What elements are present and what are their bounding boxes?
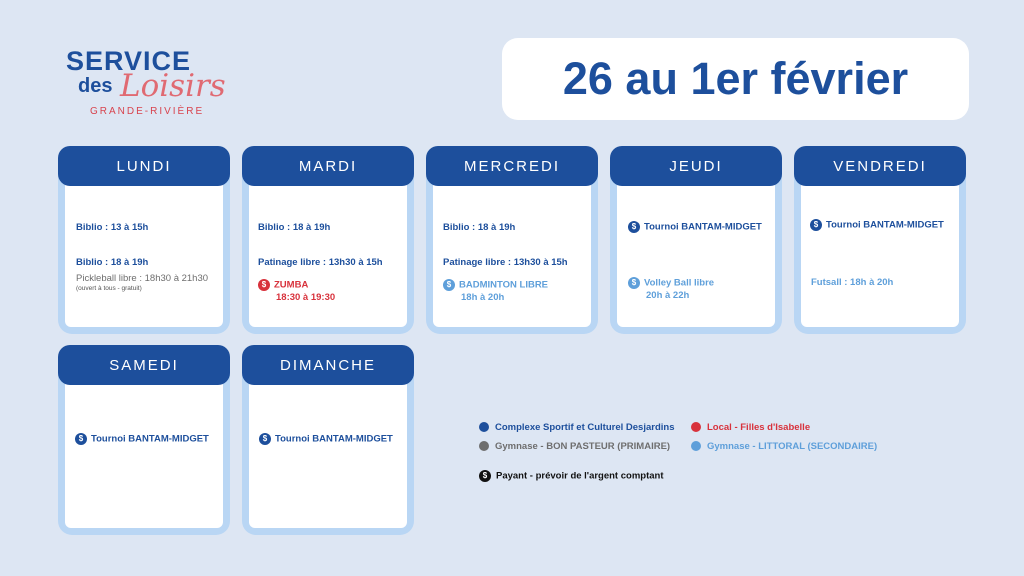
event-tournoi <box>810 219 944 231</box>
event-volleyball-time: 20h à 22h <box>646 290 690 301</box>
day-header-mardi: MARDI <box>242 146 414 186</box>
card-body <box>433 166 591 327</box>
event-biblio: Biblio : 18 à 19h <box>258 222 331 233</box>
card-body <box>801 166 959 327</box>
paid-icon: $ <box>479 470 491 482</box>
day-header-samedi: SAMEDI <box>58 345 230 385</box>
paid-icon: $ <box>628 277 640 289</box>
card-body <box>617 166 775 327</box>
event-badminton <box>443 279 548 291</box>
day-card-mardi <box>242 146 414 334</box>
event-tournoi <box>75 433 209 445</box>
card-body <box>249 166 407 327</box>
legend-dot-gray <box>479 441 489 451</box>
logo-service: SERVICE <box>66 46 192 76</box>
event-tournoi-label: Tournoi BANTAM-MIDGET <box>644 221 762 233</box>
day-header-dimanche: DIMANCHE <box>242 345 414 385</box>
date-range-title-box <box>502 38 969 120</box>
event-badminton-time: 18h à 20h <box>461 292 505 303</box>
legend-label: Payant - prévoir de l'argent comptant <box>496 470 664 482</box>
event-zumba-time: 18:30 à 19:30 <box>276 292 336 303</box>
day-card-vendredi <box>794 146 966 334</box>
event-zumba <box>258 279 308 291</box>
day-header-vendredi: VENDREDI <box>794 146 966 186</box>
logo-loisirs: Loisirs <box>120 68 226 104</box>
day-card-samedi <box>58 345 230 535</box>
legend-item-littoral <box>691 441 877 452</box>
event-patinage: Patinage libre : 13h30 à 15h <box>258 257 383 268</box>
legend-dot-lightblue <box>691 441 701 451</box>
legend-item-bon-pasteur <box>479 441 670 452</box>
card-body <box>65 365 223 528</box>
legend-item-payant <box>479 470 664 482</box>
service-des-loisirs-logo <box>66 44 256 124</box>
day-card-jeudi <box>610 146 782 334</box>
event-volleyball <box>628 277 714 289</box>
legend-dot-blue <box>479 422 489 432</box>
paid-icon: $ <box>628 221 640 233</box>
event-tournoi <box>259 433 393 445</box>
day-header-mercredi: MERCREDI <box>426 146 598 186</box>
event-biblio: Biblio : 18 à 19h <box>443 222 516 233</box>
day-card-dimanche <box>242 345 414 535</box>
legend-item-complexe <box>479 422 674 433</box>
day-header-jeudi: JEUDI <box>610 146 782 186</box>
logo-grande-riviere: GRANDE-RIVIÈRE <box>90 106 205 117</box>
card-body <box>249 365 407 528</box>
event-biblio-2: Biblio : 18 à 19h <box>76 257 149 268</box>
event-badminton-label: BADMINTON LIBRE <box>459 279 549 291</box>
legend-label: Gymnase - LITTORAL (SECONDAIRE) <box>707 441 878 452</box>
legend-label: Complexe Sportif et Culturel Desjardins <box>495 422 675 433</box>
day-card-mercredi <box>426 146 598 334</box>
day-card-lundi <box>58 146 230 334</box>
event-pickleball: Pickleball libre : 18h30 à 21h30 <box>76 273 209 284</box>
event-zumba-label: ZUMBA <box>274 279 309 291</box>
event-tournoi <box>628 221 762 233</box>
paid-icon: $ <box>443 279 455 291</box>
legend-item-local <box>691 422 810 433</box>
event-tournoi-label: Tournoi BANTAM-MIDGET <box>275 433 393 445</box>
paid-icon: $ <box>258 279 270 291</box>
paid-icon: $ <box>259 433 271 445</box>
legend-dot-red <box>691 422 701 432</box>
event-futsall: Futsall : 18h à 20h <box>811 277 894 288</box>
event-tournoi-label: Tournoi BANTAM-MIDGET <box>826 219 944 231</box>
date-range-title: 26 au 1er février <box>562 53 909 104</box>
legend-label: Local - Filles d'Isabelle <box>707 422 811 433</box>
event-pickleball-note: (ouvert à tous - gratuit) <box>76 285 142 292</box>
event-volleyball-label: Volley Ball libre <box>644 277 715 289</box>
event-tournoi-label: Tournoi BANTAM-MIDGET <box>91 433 209 445</box>
legend-label: Gymnase - BON PASTEUR (PRIMAIRE) <box>495 441 671 452</box>
paid-icon: $ <box>75 433 87 445</box>
logo-des: des <box>78 75 113 97</box>
paid-icon: $ <box>810 219 822 231</box>
event-patinage: Patinage libre : 13h30 à 15h <box>443 257 568 268</box>
card-body <box>65 166 223 327</box>
event-biblio-1: Biblio : 13 à 15h <box>76 222 149 233</box>
day-header-lundi: LUNDI <box>58 146 230 186</box>
